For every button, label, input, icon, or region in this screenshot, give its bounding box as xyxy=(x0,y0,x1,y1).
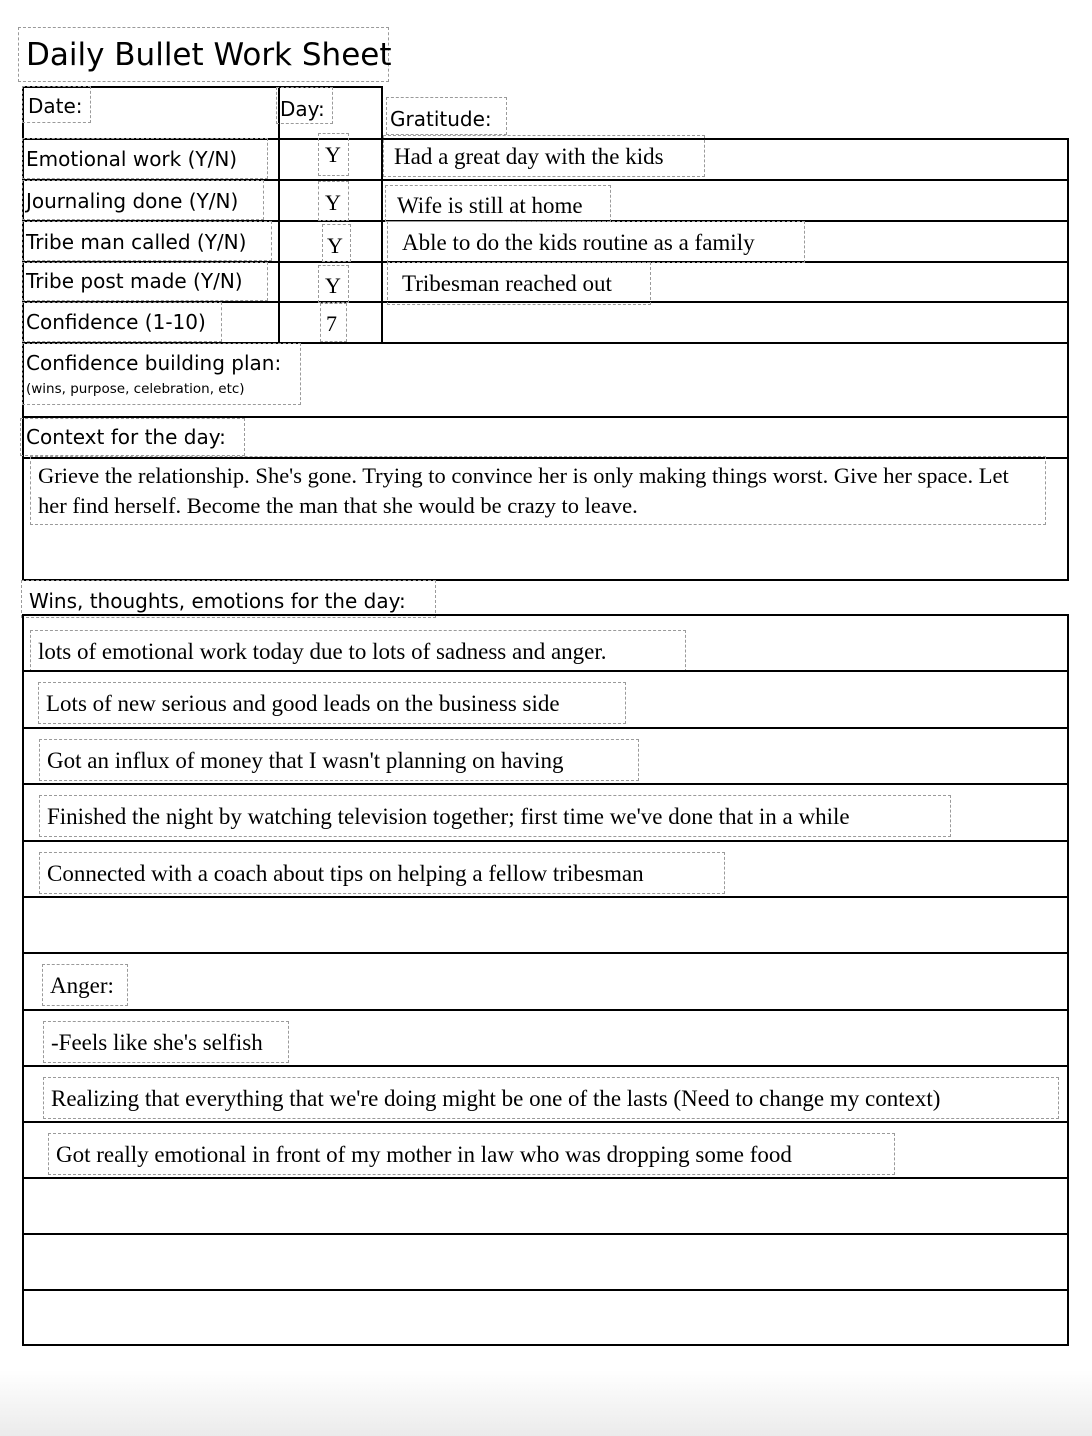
checklist-label xyxy=(22,221,272,261)
wins-row[interactable] xyxy=(24,952,1067,1008)
checklist-label xyxy=(22,180,264,220)
gratitude-item-text: Tribesman reached out xyxy=(402,271,612,296)
confidence-plan-heading xyxy=(22,343,301,405)
checklist-value-text: Y xyxy=(327,233,343,258)
checklist-value[interactable] xyxy=(320,303,347,342)
gratitude-label: Gratitude: xyxy=(390,107,492,131)
wins-row[interactable] xyxy=(24,840,1067,896)
gratitude-item-empty[interactable] xyxy=(386,304,1066,342)
checklist-value-text: 7 xyxy=(326,311,337,336)
wins-entry-box xyxy=(43,1077,1059,1119)
checklist-label xyxy=(22,302,222,342)
confidence-plan-hint: (wins, purpose, celebration, etc) xyxy=(26,381,245,397)
wins-entry-box xyxy=(39,852,725,894)
checklist-value-text: Y xyxy=(325,273,341,298)
gratitude-item-text: Wife is still at home xyxy=(397,193,583,218)
wins-entry-text: Got really emotional in front of my mother in law who was dropping some food xyxy=(56,1142,792,1167)
checklist-label-text: Emotional work (Y/N) xyxy=(26,147,238,171)
wins-row[interactable] xyxy=(24,1121,1067,1177)
checklist-label-text: Tribe man called (Y/N) xyxy=(26,230,247,254)
checklist-value-text: Y xyxy=(325,142,341,167)
gratitude-item-text: Had a great day with the kids xyxy=(394,144,664,169)
day-field[interactable] xyxy=(276,87,333,124)
wins-entry-text: -Feels like she's selfish xyxy=(51,1030,263,1055)
wins-row[interactable] xyxy=(24,783,1067,839)
gratitude-item[interactable] xyxy=(387,221,805,263)
wins-row[interactable] xyxy=(24,1289,1067,1345)
wins-row[interactable] xyxy=(24,1177,1067,1233)
context-label: Context for the day: xyxy=(26,425,226,449)
confidence-plan-label: Confidence building plan: xyxy=(26,351,282,375)
checklist-value[interactable] xyxy=(318,181,349,221)
table-border xyxy=(1067,138,1069,581)
gratitude-item[interactable] xyxy=(387,262,651,305)
wins-row[interactable] xyxy=(24,727,1067,783)
checklist-label-text: Confidence (1-10) xyxy=(26,310,206,334)
wins-entry-box xyxy=(43,1021,289,1063)
confidence-plan-input[interactable] xyxy=(302,344,1066,416)
wins-entry-text: Connected with a coach about tips on helping a fellow tribesman xyxy=(47,861,644,886)
wins-entry-box xyxy=(39,795,951,837)
wins-row[interactable] xyxy=(24,1009,1067,1065)
wins-entry-text: Anger: xyxy=(50,973,114,998)
context-text-box[interactable] xyxy=(30,456,1046,525)
wins-row[interactable] xyxy=(24,670,1067,726)
wins-row[interactable] xyxy=(24,1233,1067,1289)
checklist-value[interactable] xyxy=(318,133,349,176)
wins-entry-text: lots of emotional work today due to lots of sadness and anger. xyxy=(38,639,607,664)
context-text: Grieve the relationship. She's gone. Trying to convince her is only making things worst. Give her space. Let her find herself. Become the man that she would be crazy to leave. xyxy=(38,463,1009,518)
wins-heading xyxy=(21,580,436,618)
day-label: Day: xyxy=(280,97,325,121)
context-heading xyxy=(20,418,245,456)
table-border xyxy=(381,86,383,344)
table-border xyxy=(278,86,280,344)
wins-entry-text: Got an influx of money that I wasn't planning on having xyxy=(47,748,564,773)
wins-entry-box xyxy=(39,739,639,781)
date-label: Date: xyxy=(28,94,83,118)
gratitude-item[interactable] xyxy=(385,185,611,222)
wins-entry-text: Lots of new serious and good leads on the business side xyxy=(46,691,560,716)
page-title: Daily Bullet Work Sheet xyxy=(26,37,392,73)
gratitude-heading xyxy=(386,97,507,135)
date-field[interactable] xyxy=(22,86,91,123)
checklist-value[interactable] xyxy=(322,224,351,262)
wins-row[interactable] xyxy=(24,896,1067,952)
gratitude-item[interactable] xyxy=(383,135,705,177)
wins-entry-box xyxy=(30,630,686,672)
checklist-label-text: Journaling done (Y/N) xyxy=(26,189,239,213)
wins-table xyxy=(22,614,1069,1346)
wins-entry-box xyxy=(48,1133,895,1175)
wins-entry-box xyxy=(42,964,128,1006)
wins-row[interactable] xyxy=(24,1065,1067,1121)
wins-row[interactable] xyxy=(24,616,1067,672)
checklist-label xyxy=(22,138,268,179)
gratitude-item-text: Able to do the kids routine as a family xyxy=(402,230,755,255)
checklist-value-text: Y xyxy=(325,190,341,215)
wins-entry-text: Realizing that everything that we're doing might be one of the lasts (Need to change my context) xyxy=(51,1086,941,1111)
checklist-label-text: Tribe post made (Y/N) xyxy=(26,269,243,293)
checklist-label xyxy=(22,262,268,301)
wins-entry-box xyxy=(38,682,626,724)
wins-entry-text: Finished the night by watching television together; first time we've done that in a while xyxy=(47,804,850,829)
wins-label: Wins, thoughts, emotions for the day: xyxy=(29,589,406,613)
checklist-value[interactable] xyxy=(318,265,349,303)
title-box xyxy=(18,27,392,82)
